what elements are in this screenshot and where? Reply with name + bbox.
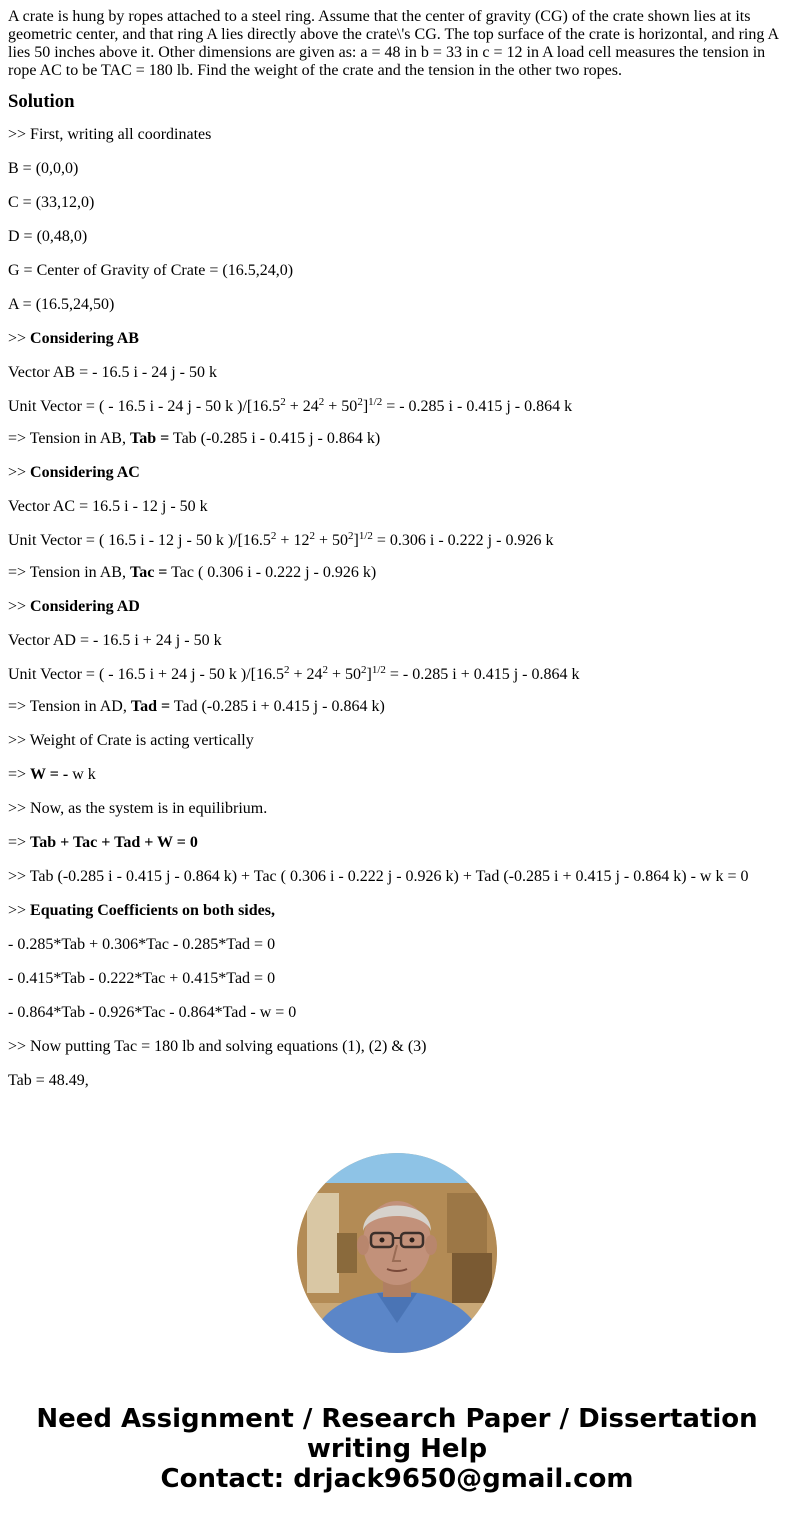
coord-b: B = (0,0,0) (8, 160, 79, 177)
exp: 1/2 (368, 396, 383, 408)
solve-note: >> Now putting Tac = 180 lb and solving equations (1), (2) & (3) (8, 1038, 427, 1055)
unit-ac-part: ] (353, 532, 359, 549)
exp: 2 (357, 396, 363, 408)
exp: 2 (270, 530, 277, 542)
exp: 2 (280, 396, 286, 408)
unit-ac-part: + 50 (314, 532, 348, 549)
expanded-equation: >> Tab (-0.285 i - 0.415 j - 0.864 k) + Tac ( 0.306 i - 0.222 j - 0.926 k) + Tad (-0.285 i + 0.415 j - 0.864 k) - w k = 0 (8, 868, 749, 885)
coord-c: C = (33,12,0) (8, 194, 95, 211)
equilibrium-expr: Tab + Tac + Tad + W = 0 (30, 834, 198, 851)
unit-ab-part: + 24 (285, 398, 319, 415)
weight-pre: => (8, 766, 31, 783)
equation-1: - 0.285*Tab + 0.306*Tac - 0.285*Tad = 0 (8, 936, 276, 953)
heading-ab-prefix: >> (8, 330, 31, 347)
tension-ad-symbol: Tad = (130, 698, 171, 715)
vector-ad: Vector AD = - 16.5 i + 24 j - 50 k (8, 632, 222, 649)
heading-ac-label: Considering AC (30, 464, 140, 481)
exp: 2 (361, 664, 367, 676)
weight-expr: w k (68, 766, 96, 783)
coord-d: D = (0,48,0) (8, 228, 88, 245)
result-tab: Tab = 48.49, (8, 1072, 89, 1089)
unit-ab-part: ] (362, 398, 369, 415)
vector-ab: Vector AB = - 16.5 i - 24 j - 50 k (8, 364, 217, 381)
coefficients-label: Equating Coefficients on both sides, (30, 902, 275, 919)
exp: 1/2 (358, 530, 373, 542)
equilibrium-note: >> Now, as the system is in equilibrium. (8, 800, 268, 817)
unit-ad-part: Unit Vector = ( - 16.5 i + 24 j - 50 k )/[16.5 (8, 666, 284, 683)
problem-statement: A crate is hung by ropes attached to a steel ring. Assume that the center of gravity (CG) of the crate shown lies at its geometric center, and that ring A lies directly above the crate\'s CG. The top surface of the crate is horizontal, and ring A lies 50 inches above it. Other dimensions are given as: a = 48 in b = 33 in c = 12 in A load cell measures the tension in rope AC to be TAC = 180 lb. Find the weight of the crate and the tension in the other two ropes. (8, 8, 779, 79)
unit-vector-ad (8, 666, 786, 684)
coefficients-heading (8, 902, 786, 920)
equation-2: - 0.415*Tab - 0.222*Tac + 0.415*Tad = 0 (8, 970, 276, 987)
tension-ad (8, 698, 786, 716)
promo-contact[interactable]: Contact: drjack9650@gmail.com (160, 1464, 634, 1494)
exp: 2 (322, 664, 328, 676)
exp: 2 (347, 530, 354, 542)
promo-line-2: writing Help (306, 1434, 488, 1464)
tension-ab-symbol: Tab = (129, 430, 170, 447)
tension-ab-pre: => Tension in AB, (8, 430, 130, 447)
tension-ab-expr: Tab (-0.285 i - 0.415 j - 0.864 k) (169, 430, 381, 447)
tension-ad-pre: => Tension in AD, (8, 698, 131, 715)
heading-ac-prefix: >> (8, 464, 31, 481)
unit-ad-part: ] (366, 666, 372, 683)
unit-vector-ac (8, 532, 786, 550)
equation-3: - 0.864*Tab - 0.926*Tac - 0.864*Tad - w = 0 (8, 1004, 297, 1021)
unit-ad-part: + 50 (327, 666, 361, 683)
tension-ac-symbol: Tac = (129, 564, 168, 581)
exp: 2 (318, 396, 325, 408)
unit-ac-part: Unit Vector = ( 16.5 i - 12 j - 50 k )/[16.5 (8, 532, 271, 549)
unit-ac-result: = 0.306 i - 0.222 j - 0.926 k (372, 532, 554, 549)
exp: 2 (309, 530, 315, 542)
unit-ab-part: + 50 (324, 398, 358, 415)
weight-vector (8, 766, 786, 784)
avatar-portrait (297, 1153, 497, 1353)
tension-ad-expr: Tad (-0.285 i + 0.415 j - 0.864 k) (170, 698, 385, 715)
unit-ad-part: + 24 (289, 666, 323, 683)
solution-heading: Solution (8, 91, 75, 112)
coefficients-pre: >> (8, 902, 31, 919)
author-avatar (297, 1153, 497, 1353)
unit-ab-result: = - 0.285 i - 0.415 j - 0.864 k (382, 398, 573, 415)
heading-ad-label: Considering AD (30, 598, 140, 615)
weight-note: >> Weight of Crate is acting vertically (8, 732, 254, 749)
equilibrium-equation (8, 834, 786, 852)
tension-ac-expr: Tac ( 0.306 i - 0.222 j - 0.926 k) (167, 564, 377, 581)
heading-ab-label: Considering AB (30, 330, 139, 347)
heading-ac (8, 464, 786, 482)
step-intro: >> First, writing all coordinates (8, 126, 212, 143)
promo-banner (0, 1404, 794, 1494)
heading-ad (8, 598, 786, 616)
weight-symbol: W = - (30, 766, 69, 783)
coord-a: A = (16.5,24,50) (8, 296, 115, 313)
unit-ab-part: Unit Vector = ( - 16.5 i - 24 j - 50 k )/[16.5 (8, 398, 281, 415)
tension-ab (8, 430, 786, 448)
coord-g: G = Center of Gravity of Crate = (16.5,24,0) (8, 262, 294, 279)
unit-vector-ab (8, 398, 786, 416)
heading-ad-prefix: >> (8, 598, 31, 615)
vector-ac: Vector AC = 16.5 i - 12 j - 50 k (8, 498, 208, 515)
unit-ad-result: = - 0.285 i + 0.415 j - 0.864 k (385, 666, 580, 683)
promo-line-1: Need Assignment / Research Paper / Dissertation (36, 1404, 758, 1434)
equilibrium-pre: => (8, 834, 31, 851)
unit-ac-part: + 12 (276, 532, 310, 549)
tension-ac-pre: => Tension in AB, (8, 564, 130, 581)
exp: 1/2 (371, 664, 386, 676)
heading-ab (8, 330, 786, 348)
exp: 2 (283, 664, 290, 676)
tension-ac (8, 564, 786, 582)
